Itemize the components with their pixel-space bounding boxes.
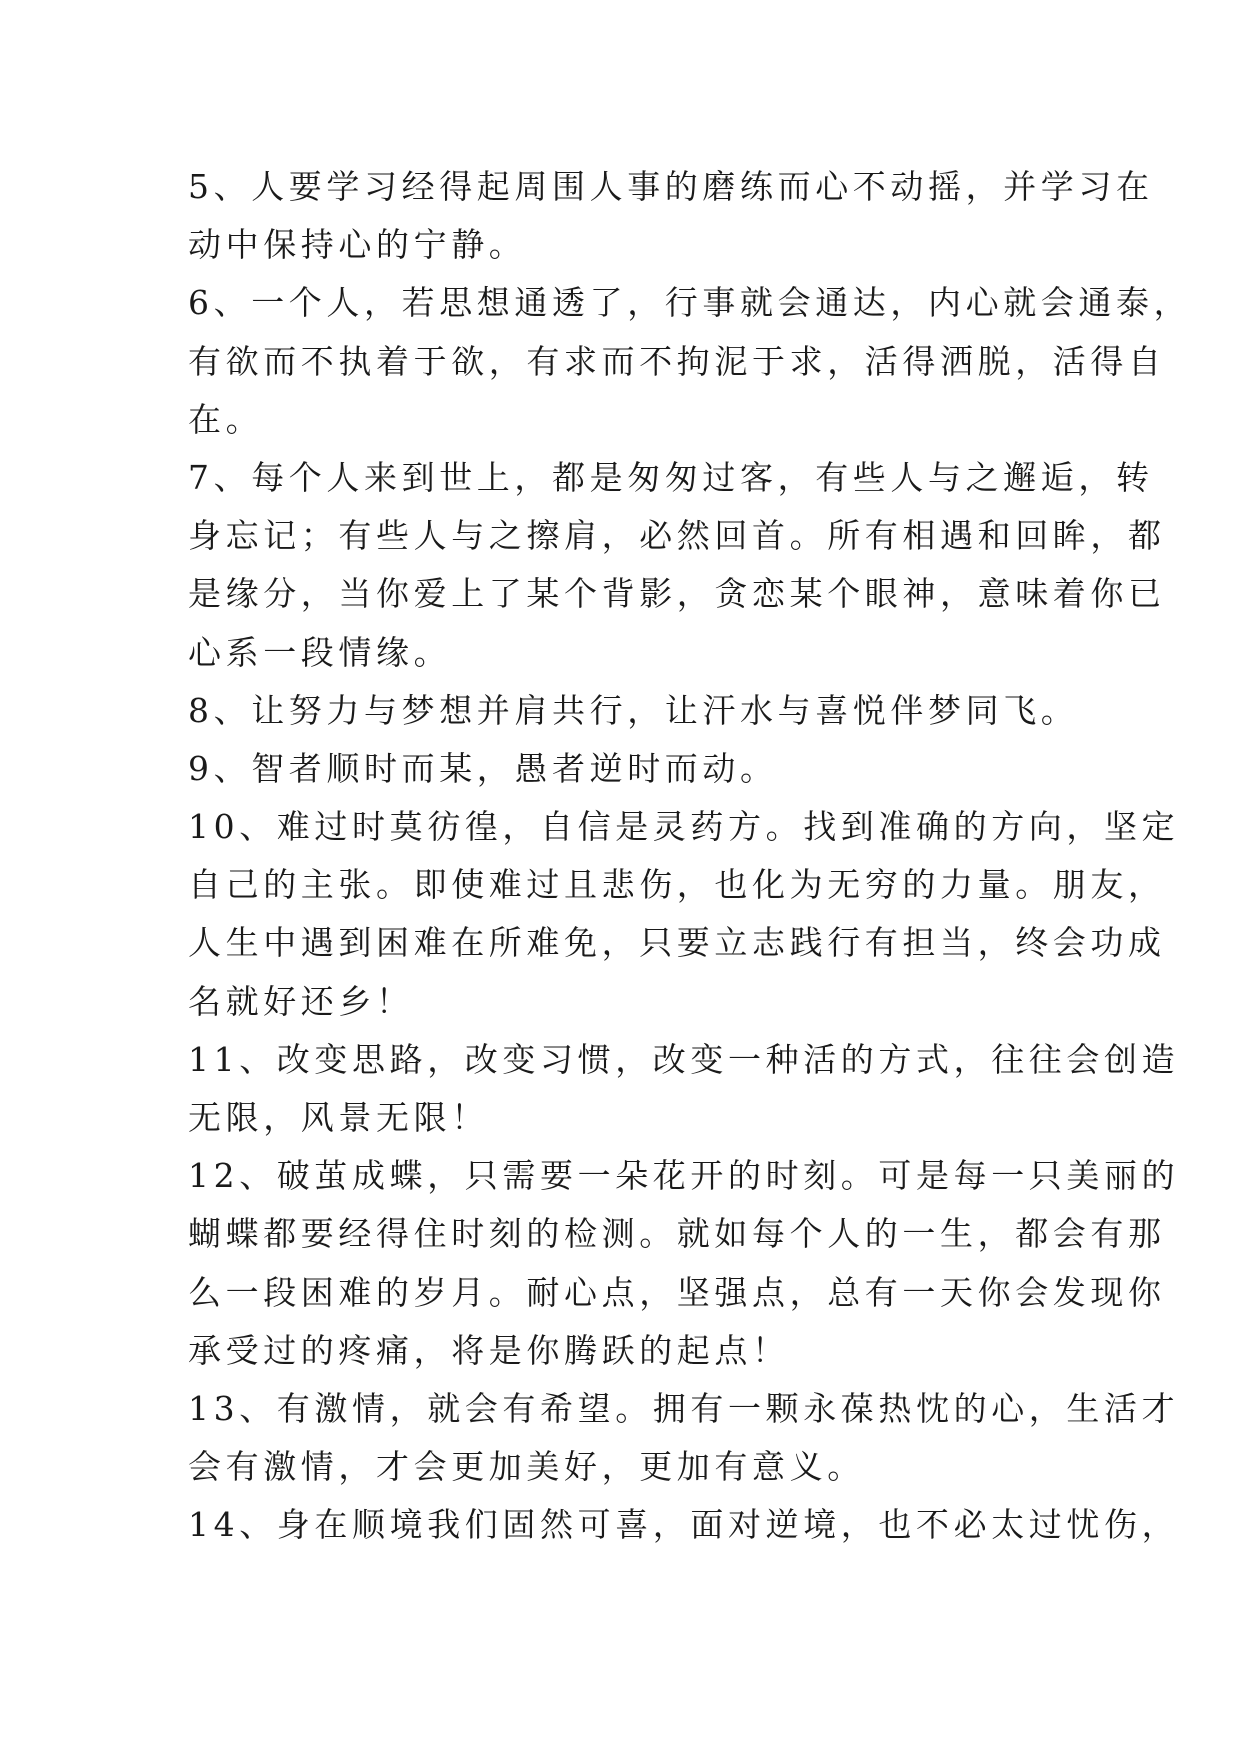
text-line: 有欲而不执着于欲，有求而不拘泥于求，活得洒脱，活得自 <box>188 341 1166 381</box>
text-line: 9、智者顺时而某，愚者逆时而动。 <box>188 748 778 788</box>
text-line: 无限，风景无限！ <box>188 1098 489 1137</box>
text-line: 名就好还乡！ <box>188 981 414 1021</box>
text-line: 12、破茧成蝶，只需要一朵花开的时刻。可是每一只美丽的 <box>188 1156 1180 1196</box>
text-line: 8、让努力与梦想并肩共行，让汗水与喜悦伴梦同飞。 <box>188 690 1079 730</box>
text-line: 承受过的疼痛，将是你腾跃的起点！ <box>188 1330 790 1370</box>
text-line: 13、有激情，就会有希望。拥有一颗永葆热忱的心，生活才 <box>188 1388 1180 1428</box>
text-line: 10、难过时莫彷徨，自信是灵药方。找到准确的方向，坚定 <box>188 807 1180 847</box>
text-line: 身忘记；有些人与之擦肩，必然回首。所有相遇和回眸，都 <box>188 516 1166 556</box>
text-line: 心系一段情缘。 <box>188 632 452 672</box>
text-line: 会有激情，才会更加美好，更加有意义。 <box>188 1447 865 1487</box>
text-line: 么一段困难的岁月。耐心点，坚强点，总有一天你会发现你 <box>188 1272 1166 1312</box>
text-line: 11、改变思路，改变习惯，改变一种活的方式，往往会创造 <box>188 1039 1180 1079</box>
text-line: 人生中遇到困难在所难免，只要立志践行有担当，终会功成 <box>188 923 1166 963</box>
text-line: 蝴蝶都要经得住时刻的检测。就如每个人的一生，都会有那 <box>188 1214 1166 1254</box>
text-line: 在。 <box>188 399 264 439</box>
text-line: 5、人要学习经得起周围人事的磨练而心不动摇，并学习在 <box>188 167 1154 206</box>
text-line: 6、一个人，若思想通透了，行事就会通达，内心就会通泰， <box>188 283 1192 323</box>
document-body <box>188 158 1192 1555</box>
text-line: 7、每个人来到世上，都是匆匆过客，有些人与之邂逅，转 <box>188 457 1154 497</box>
text-line: 自己的主张。即使难过且悲伤，也化为无穷的力量。朋友， <box>188 865 1166 905</box>
text-line: 是缘分，当你爱上了某个背影，贪恋某个眼神，意味着你已 <box>188 574 1166 614</box>
text-line: 14、身在顺境我们固然可喜，面对逆境，也不必太过忧伤， <box>188 1505 1180 1545</box>
text-line: 动中保持心的宁静。 <box>188 225 527 265</box>
